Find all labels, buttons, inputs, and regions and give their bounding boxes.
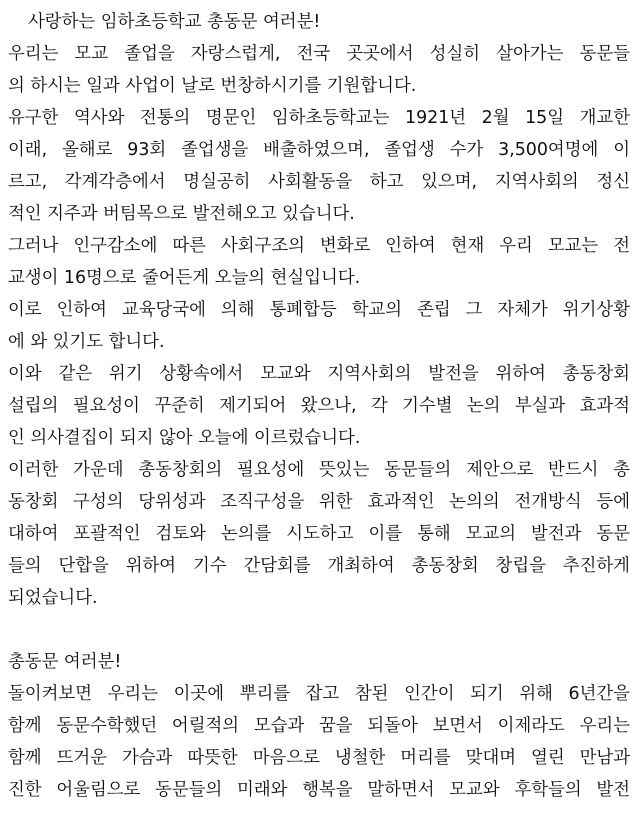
text-line: 인 의사결집이 되지 않아 오늘에 이르렀습니다.	[8, 428, 361, 448]
text-line: 함께 동문수학했던 어릴적의 모습과 꿈을 되돌아 보면서 이제라도 우리는	[8, 716, 630, 736]
text-line: 그러나 인구감소에 따른 사회구조의 변화로 인하여 현재 우리 모교는 전	[8, 236, 630, 256]
salutation-line: 총동문 여러분!	[8, 652, 122, 672]
text-line: 되었습니다.	[8, 588, 98, 608]
text-line: 동창회 구성의 당위성과 조직구성을 위한 효과적인 논의의 전개방식 등에	[8, 492, 630, 512]
text-line: 이로 인하여 교육당국에 의해 통폐합등 학교의 존립 그 자체가 위기상황	[8, 300, 630, 320]
greeting-line: 사랑하는 임하초등학교 총동문 여러분!	[28, 12, 321, 32]
text-line: 에 와 있기도 합니다.	[8, 332, 165, 352]
text-line: 유구한 역사와 전통의 명문인 임하초등학교는 1921년 2월 15일 개교한	[8, 108, 630, 128]
text-line: 르고, 각계각층에서 명실공히 사회활동을 하고 있으며, 지역사회의 정신	[8, 172, 630, 192]
text-line: 이래, 올해로 93회 졸업생을 배출하였으며, 졸업생 수가 3,500여명에 이	[8, 140, 630, 160]
text-line: 대하여 포괄적인 검토와 논의를 시도하고 이를 통해 모교의 발전과 동문	[8, 524, 630, 544]
text-line: 들의 단합을 위하여 기수 간담회를 개최하여 총동창회 창립을 추진하게	[8, 556, 630, 576]
text-line: 적인 지주과 버팀목으로 발전해오고 있습니다.	[8, 204, 355, 224]
text-line: 이와 같은 위기 상황속에서 모교와 지역사회의 발전을 위하여 총동창회	[8, 364, 630, 384]
text-line: 교생이 16명으로 줄어든게 오늘의 현실입니다.	[8, 268, 361, 288]
blank-line	[8, 614, 630, 646]
text-line: 설립의 필요성이 꾸준히 제기되어 왔으나, 각 기수별 논의 부실과 효과적	[8, 396, 630, 416]
text-line: 돌이켜보면 우리는 이곳에 뿌리를 잡고 참된 인간이 되기 위해 6년간을	[8, 684, 630, 704]
text-line: 진한 어울림으로 동문들의 미래와 행복을 말하면서 모교와 후학들의 발전	[8, 780, 630, 800]
text-line: 우리는 모교 졸업을 자랑스럽게, 전국 곳곳에서 성실히 살아가는 동문들	[8, 44, 630, 64]
text-line: 함께 뜨거운 가슴과 따뜻한 마음으로 냉철한 머리를 맞대며 열린 만남과	[8, 748, 630, 768]
text-line: 의 하시는 일과 사업이 날로 번창하시기를 기원합니다.	[8, 76, 417, 96]
text-line: 이러한 가운데 총동창회의 필요성에 뜻있는 동문들의 제안으로 반드시 총	[8, 460, 630, 480]
